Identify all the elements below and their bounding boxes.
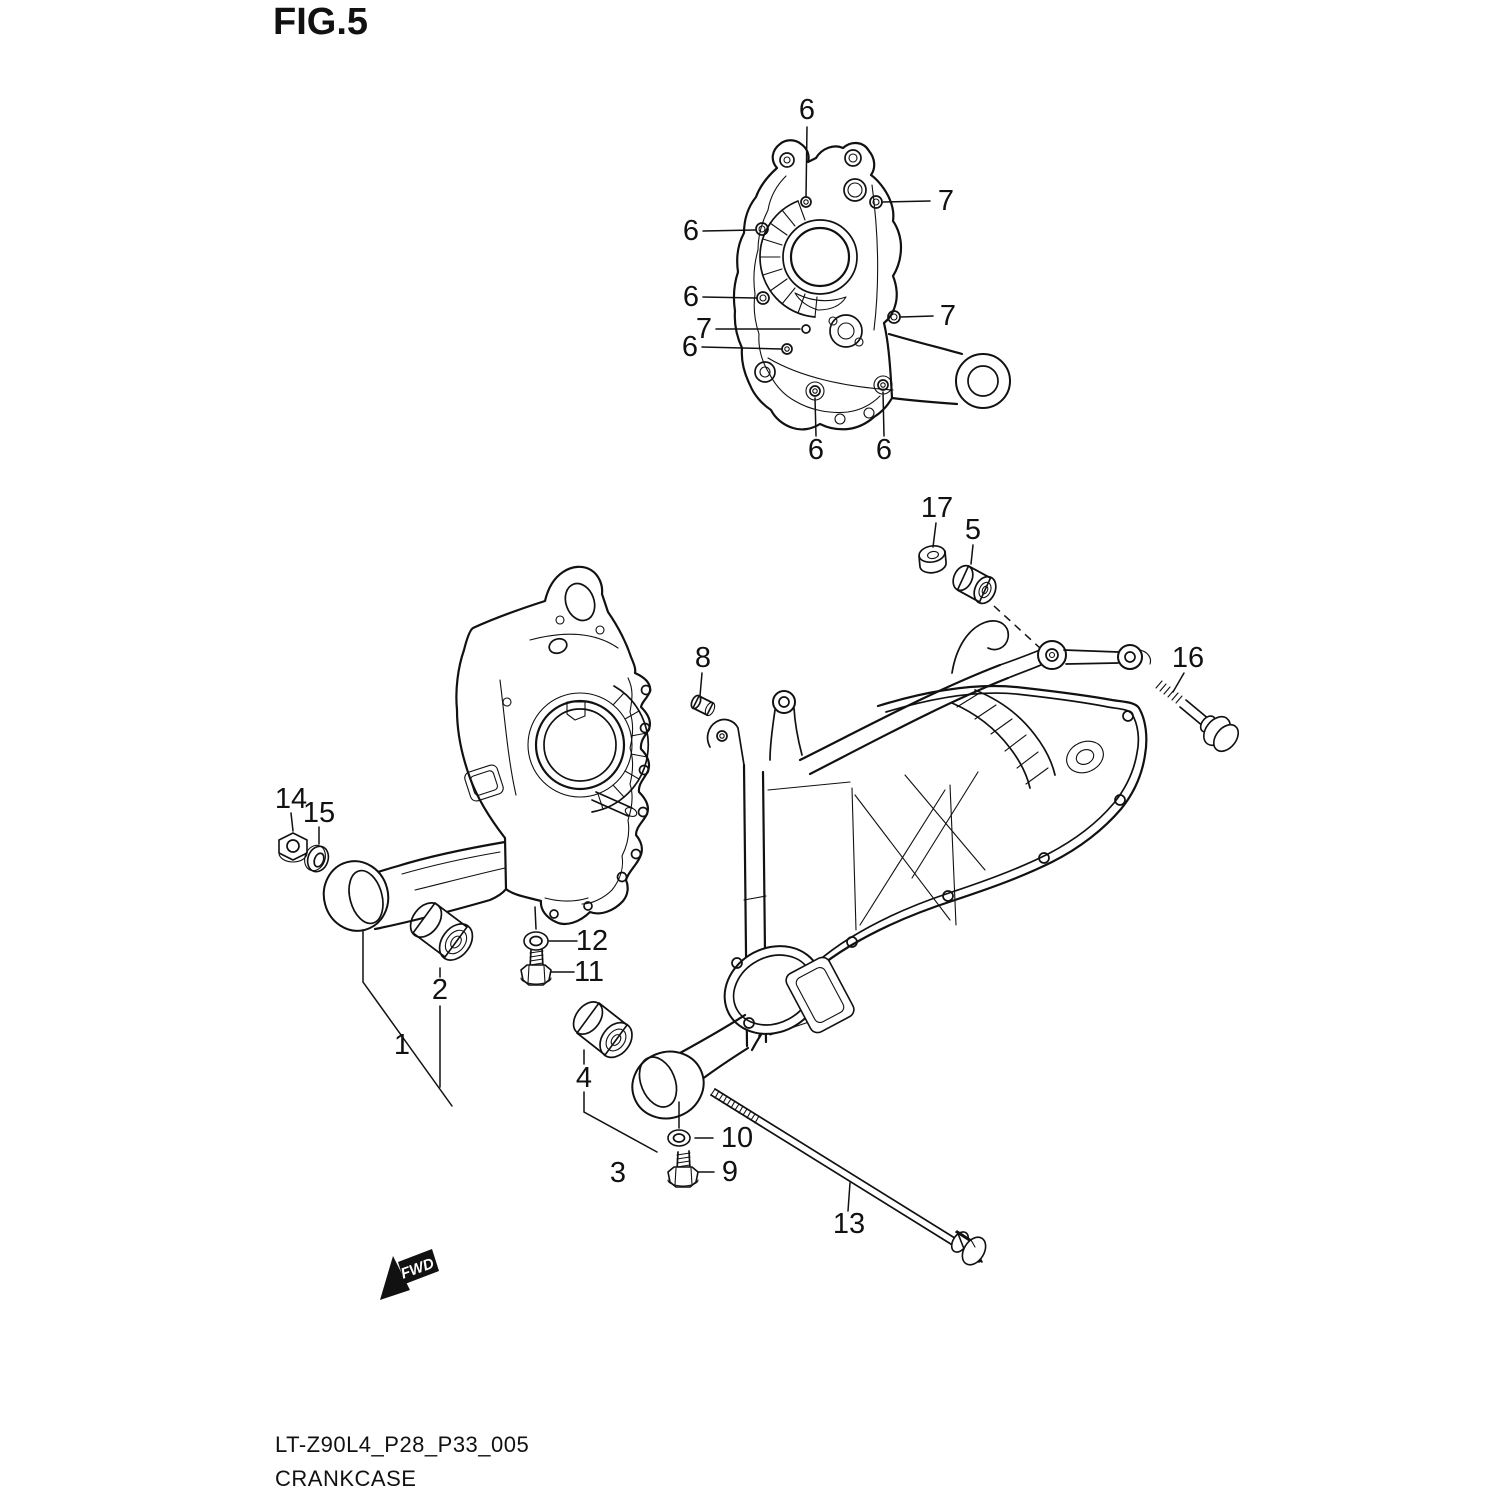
left-case-outline [456, 567, 650, 924]
callout-9: 9 [721, 1156, 739, 1188]
callout-16: 16 [1171, 642, 1205, 674]
lower-mount-arm [622, 1015, 748, 1129]
callout-14: 14 [274, 783, 308, 815]
cover-center-bore [760, 201, 857, 317]
cover-top-hub [844, 179, 866, 201]
figure-title: FIG.5 [273, 1, 369, 43]
left-case-tab-hole [560, 579, 599, 624]
callout-10: 10 [720, 1122, 754, 1154]
fwd-direction-indicator [380, 1249, 439, 1300]
part-13-bolt [711, 1089, 990, 1269]
callout-6-bottom-left: 6 [807, 434, 825, 466]
callout-7-left: 7 [695, 313, 713, 345]
callout-12: 12 [575, 925, 609, 957]
callout-5: 5 [964, 514, 982, 546]
interior-rib-ladder [952, 690, 1109, 788]
bore-slot [795, 293, 846, 310]
cover-bolt-holes [755, 150, 900, 424]
part-5-bushing [949, 562, 1000, 607]
arm-boss [316, 854, 396, 938]
callout-4: 4 [575, 1062, 593, 1094]
part-9-bolt [668, 1151, 698, 1187]
part-14-nut [279, 833, 307, 862]
callout-2: 2 [431, 974, 449, 1006]
cover-sub-diagram [734, 140, 1010, 429]
figure-code: LT-Z90L4_P28_P33_005 [275, 1432, 530, 1457]
callout-6-left-upper: 6 [682, 215, 700, 247]
callout-6-bottom-right: 6 [875, 434, 893, 466]
callout-1: 1 [393, 1029, 411, 1061]
part-4-bushing [568, 996, 639, 1063]
callout-15: 15 [302, 797, 336, 829]
left-crankcase-half [316, 567, 650, 938]
part-5-assembly-axis [994, 606, 1040, 648]
lower-arm-boss [622, 1041, 713, 1129]
callout-6-left-mid: 6 [682, 281, 700, 313]
part-2-bushing [404, 897, 479, 966]
callout-17: 17 [920, 492, 954, 524]
callout-6-left-lower: 6 [681, 331, 699, 363]
callout-3: 3 [609, 1157, 627, 1189]
fwd-label: FWD [398, 1254, 437, 1283]
bolt-13-threads [711, 1089, 759, 1123]
left-case-details [463, 616, 650, 918]
callout-6-top: 6 [798, 94, 816, 126]
callout-13: 13 [832, 1208, 866, 1240]
part-8-dowel [689, 694, 716, 717]
figure-caption: CRANKCASE [275, 1466, 417, 1491]
cover-pump-boss [829, 315, 863, 347]
part-11-bolt [521, 949, 551, 985]
callout-7-right-mid: 7 [939, 300, 957, 332]
callout-11: 11 [573, 956, 605, 988]
part-17-nut [918, 544, 946, 573]
callout-8: 8 [694, 642, 712, 674]
part-12-washer [524, 932, 548, 950]
part-16-bolt [1156, 681, 1243, 756]
part-10-washer [668, 1130, 690, 1146]
cover-arm-and-boss [889, 334, 1010, 408]
callout-7-upper-right: 7 [937, 185, 955, 217]
